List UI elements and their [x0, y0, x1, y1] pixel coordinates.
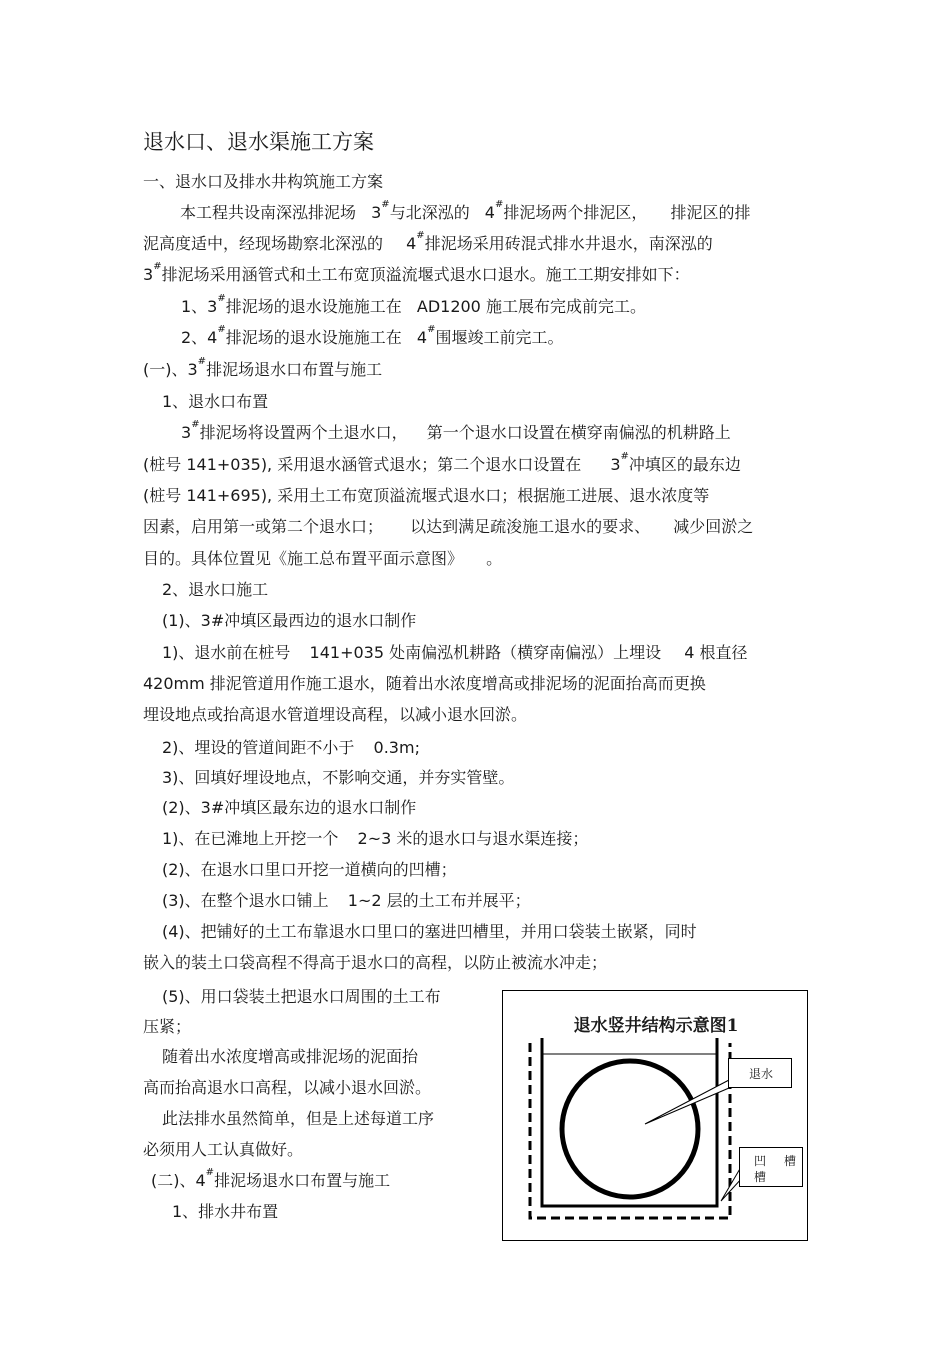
outlet-construction-heading: 2、退水口施工 — [162, 580, 269, 599]
paragraph-1-line-3: 3#排泥场采用涵管式和土工布宽顶溢流堰式退水口退水。施工工期安排如下： — [143, 261, 690, 284]
subsection-heading-1: (一)、3#排泥场退水口布置与施工 — [143, 356, 383, 379]
east-step-2: (2)、在退水口里口开挖一道横向的凹槽； — [162, 860, 457, 879]
paragraph-2-line-5: 目的。具体位置见《施工总布置平面示意图》 。 — [143, 549, 503, 568]
paragraph-3-line-2: 高而抬高退水口高程，以减小退水回淤。 — [143, 1078, 432, 1097]
paragraph-2-line-1: 3#排泥场将设置两个土退水口， 第一个退水口设置在横穿南偏泓的机耕路上 — [181, 419, 731, 442]
document-title: 退水口、退水渠施工方案 — [143, 130, 374, 154]
west-step-2: 2)、埋设的管道间距不小于 0.3m; — [162, 738, 420, 757]
outlet-callout: 退水 — [728, 1058, 792, 1088]
east-outlet-heading: (2)、3#冲填区最东边的退水口制作 — [162, 798, 417, 817]
east-step-4-line-2: 嵌入的装土口袋高程不得高于退水口的高程，以防止被流水冲走； — [143, 953, 608, 972]
east-step-5-line-2: 压紧； — [143, 1017, 192, 1036]
east-step-1: 1)、在已滩地上开挖一个 2~3 米的退水口与退水渠连接； — [162, 829, 589, 848]
east-step-4-line-1: (4)、把铺好的土工布靠退水口里口的塞进凹槽里，并用口袋装土嵌紧，同时 — [162, 922, 697, 941]
section-heading-1: 一、退水口及排水井构筑施工方案 — [143, 172, 384, 191]
paragraph-2-line-2: (桩号 141+035), 采用退水涵管式退水；第二个退水口设置在 3#冲填区的最东边 — [143, 451, 741, 474]
outlet-layout-heading: 1、退水口布置 — [162, 392, 269, 411]
groove-callout: 凹 槽 槽 — [739, 1147, 803, 1187]
east-step-5-line-1: (5)、用口袋装土把退水口周围的土工布 — [162, 987, 441, 1006]
paragraph-4-line-1: 此法排水虽然简单，但是上述每道工序 — [162, 1109, 435, 1128]
paragraph-4-line-2: 必须用人工认真做好。 — [143, 1140, 304, 1159]
diagram-title: 退水竖井结构示意图1 — [573, 1016, 739, 1036]
paragraph-1-line-1: 本工程共设南深泓排泥场 3#与北深泓的 4#排泥场两个排泥区， 排泥区的排 — [180, 199, 751, 222]
diagram-drawing — [503, 991, 809, 1242]
drain-well-layout-heading: 1、排水井布置 — [172, 1202, 279, 1221]
paragraph-2-line-3: (桩号 141+695), 采用土工布宽顶溢流堰式退水口；根据施工进展、退水浓度等 — [143, 486, 710, 505]
west-outlet-heading: (1)、3#冲填区最西边的退水口制作 — [162, 611, 417, 630]
paragraph-2-line-4: 因素，启用第一或第二个退水口； 以达到满足疏浚施工退水的要求、 减少回淤之 — [143, 517, 754, 536]
paragraph-3-line-1: 随着出水浓度增高或排泥场的泥面抬 — [162, 1047, 419, 1066]
schedule-item-2: 2、4#排泥场的退水设施施工在 4#围堰竣工前完工。 — [181, 324, 564, 347]
west-step-1-line-2: 420mm 排泥管道用作施工退水，随着出水浓度增高或排泥场的泥面抬高而更换 — [143, 674, 706, 693]
outlet-pipe — [562, 1061, 698, 1197]
subsection-heading-2: (二)、4#排泥场退水口布置与施工 — [151, 1167, 391, 1190]
west-step-3: 3)、回填好埋设地点，不影响交通，并夯实管壁。 — [162, 768, 515, 787]
east-step-3: (3)、在整个退水口铺上 1~2 层的土工布并展平； — [162, 891, 531, 910]
paragraph-1-line-2: 泥高度适中，经现场勘察北深泓的 4#排泥场采用砖混式排水井退水，南深泓的 — [143, 230, 713, 253]
drain-shaft-diagram — [502, 990, 808, 1241]
schedule-item-1: 1、3#排泥场的退水设施施工在 AD1200 施工展布完成前完工。 — [181, 293, 646, 316]
west-step-1-line-3: 埋设地点或抬高退水管道埋设高程，以减小退水回淤。 — [143, 705, 528, 724]
west-step-1-line-1: 1)、退水前在桩号 141+035 处南偏泓机耕路（横穿南偏泓）上埋设 4 根直径 — [162, 643, 748, 662]
